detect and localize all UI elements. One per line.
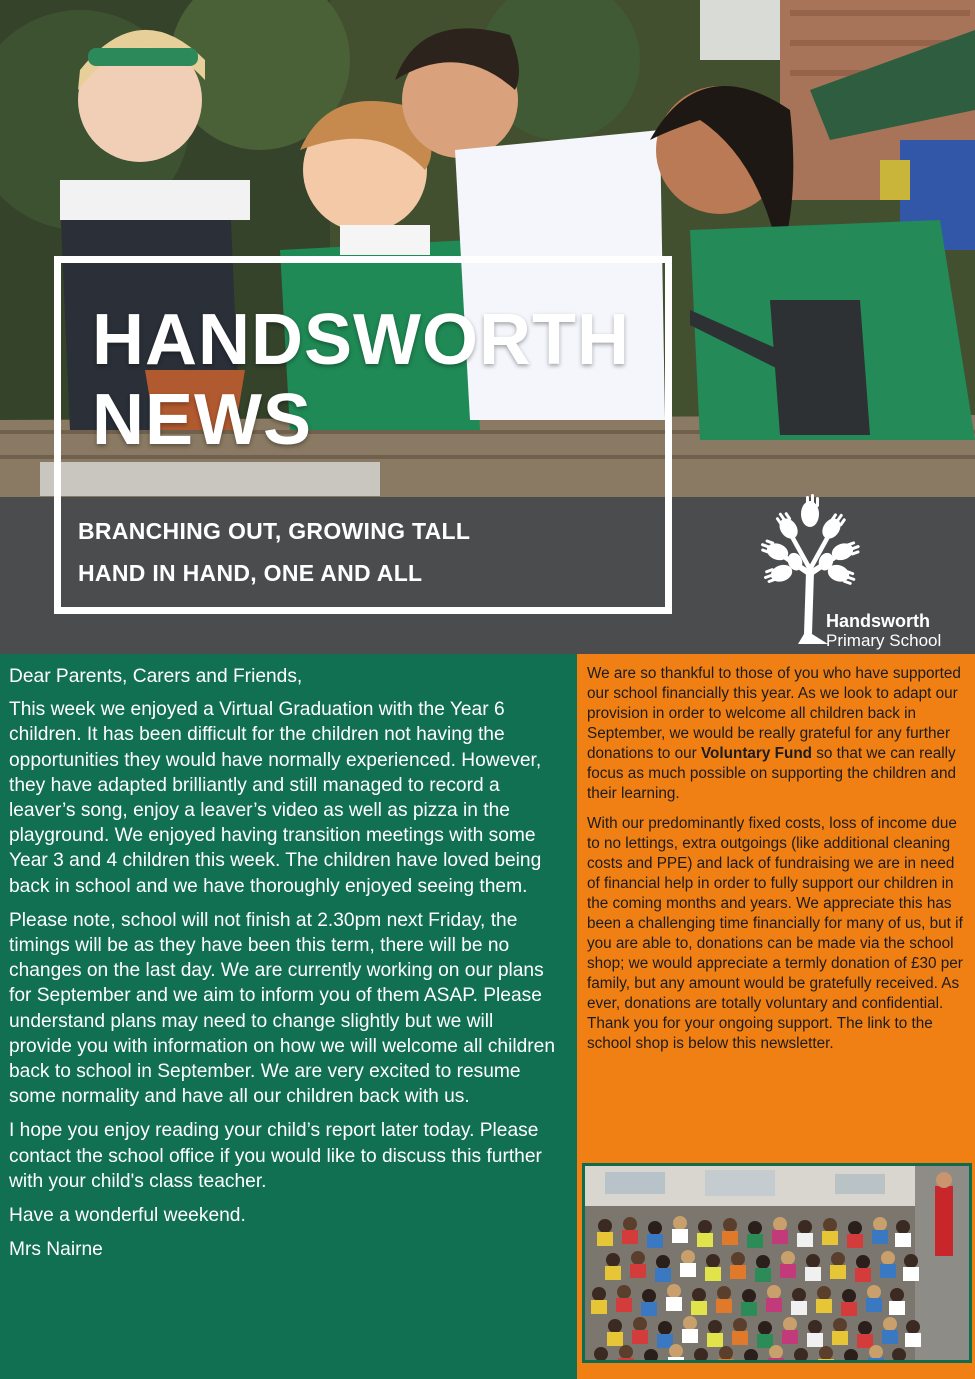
school-name: [826, 612, 941, 650]
title-line-2: NEWS: [92, 380, 312, 460]
title-line-1: HANDSWORTH: [92, 300, 630, 380]
sidebar-paragraph-2: With our predominantly fixed costs, loss of income due to no lettings, extra outgoings (like additional cleaning costs and PPE) and lack of fundraising we are in need of financial help in order to fully support our children in the coming months and years. We appreciate this has been a challenging time financially for many of us, but if you are able to, donations can be made via the school shop; we would appreciate a termly donation of £30 per family, but any amount would be gratefully received. As ever, donations are totally voluntary and confidential. Thank you for your ongoing support. The link to the school shop is below this newsletter.: [587, 815, 963, 1052]
motto-line-2: HAND IN HAND, ONE AND ALL: [78, 560, 423, 586]
letter-signature: Mrs Nairne: [9, 1239, 103, 1261]
sidebar-paragraph-1: [587, 664, 963, 804]
sidebar-p1-text-b: so that we can really focus as much possible on supporting the children and their learning.: [587, 745, 957, 802]
headteacher-letter: [0, 654, 577, 1379]
letter-paragraph-1: This week we enjoyed a Virtual Graduation with the Year 6 children. It has been difficult for the children not having the opportunities they would have normally experienced. However, they have adapted brilliantly and still managed to record a leaver’s song, enjoy a leaver’s video as well as pizza in the playground. We enjoyed having transition meetings with some Year 3 and 4 children this week. The children have loved being back in school and we have thoroughly enjoyed seeing them.: [9, 699, 542, 897]
school-name-line-2: Primary School: [826, 631, 942, 650]
motto-line-1: BRANCHING OUT, GROWING TALL: [78, 518, 471, 544]
letter-paragraph-2: Please note, school will not finish at 2.30pm next Friday, the timings will be as they have been this term, there will be no changes on the last day. We are currently working on our plans for September and we aim to inform you of them ASAP. Please understand plans may need to change slightly but we will provide you with information on how we will welcome all children back to school in September. We are very excited to resume some normality and have all our children back with us.: [9, 909, 556, 1108]
school-name-line-1: Handsworth: [826, 611, 931, 631]
letter-paragraph-3: I hope you enjoy reading your child’s report later today. Please contact the school office if you would like to discuss this further with your child's class teacher.: [9, 1120, 542, 1192]
voluntary-fund-label: Voluntary Fund: [700, 745, 813, 762]
school-motto: [78, 510, 470, 594]
school-assembly-photo: [585, 1166, 969, 1360]
letter-closing: Have a wonderful weekend.: [9, 1205, 246, 1227]
assembly-photo: [582, 1163, 972, 1363]
newsletter-title: [92, 300, 630, 460]
sidebar-p1-text-a: We are so thankful to those of you who have supported our school financially this year. As we look to adapt our provision in order to welcome all children back in September, we would be really grateful for any further donations to our: [587, 665, 961, 762]
letter-salutation: Dear Parents, Carers and Friends,: [9, 666, 303, 687]
